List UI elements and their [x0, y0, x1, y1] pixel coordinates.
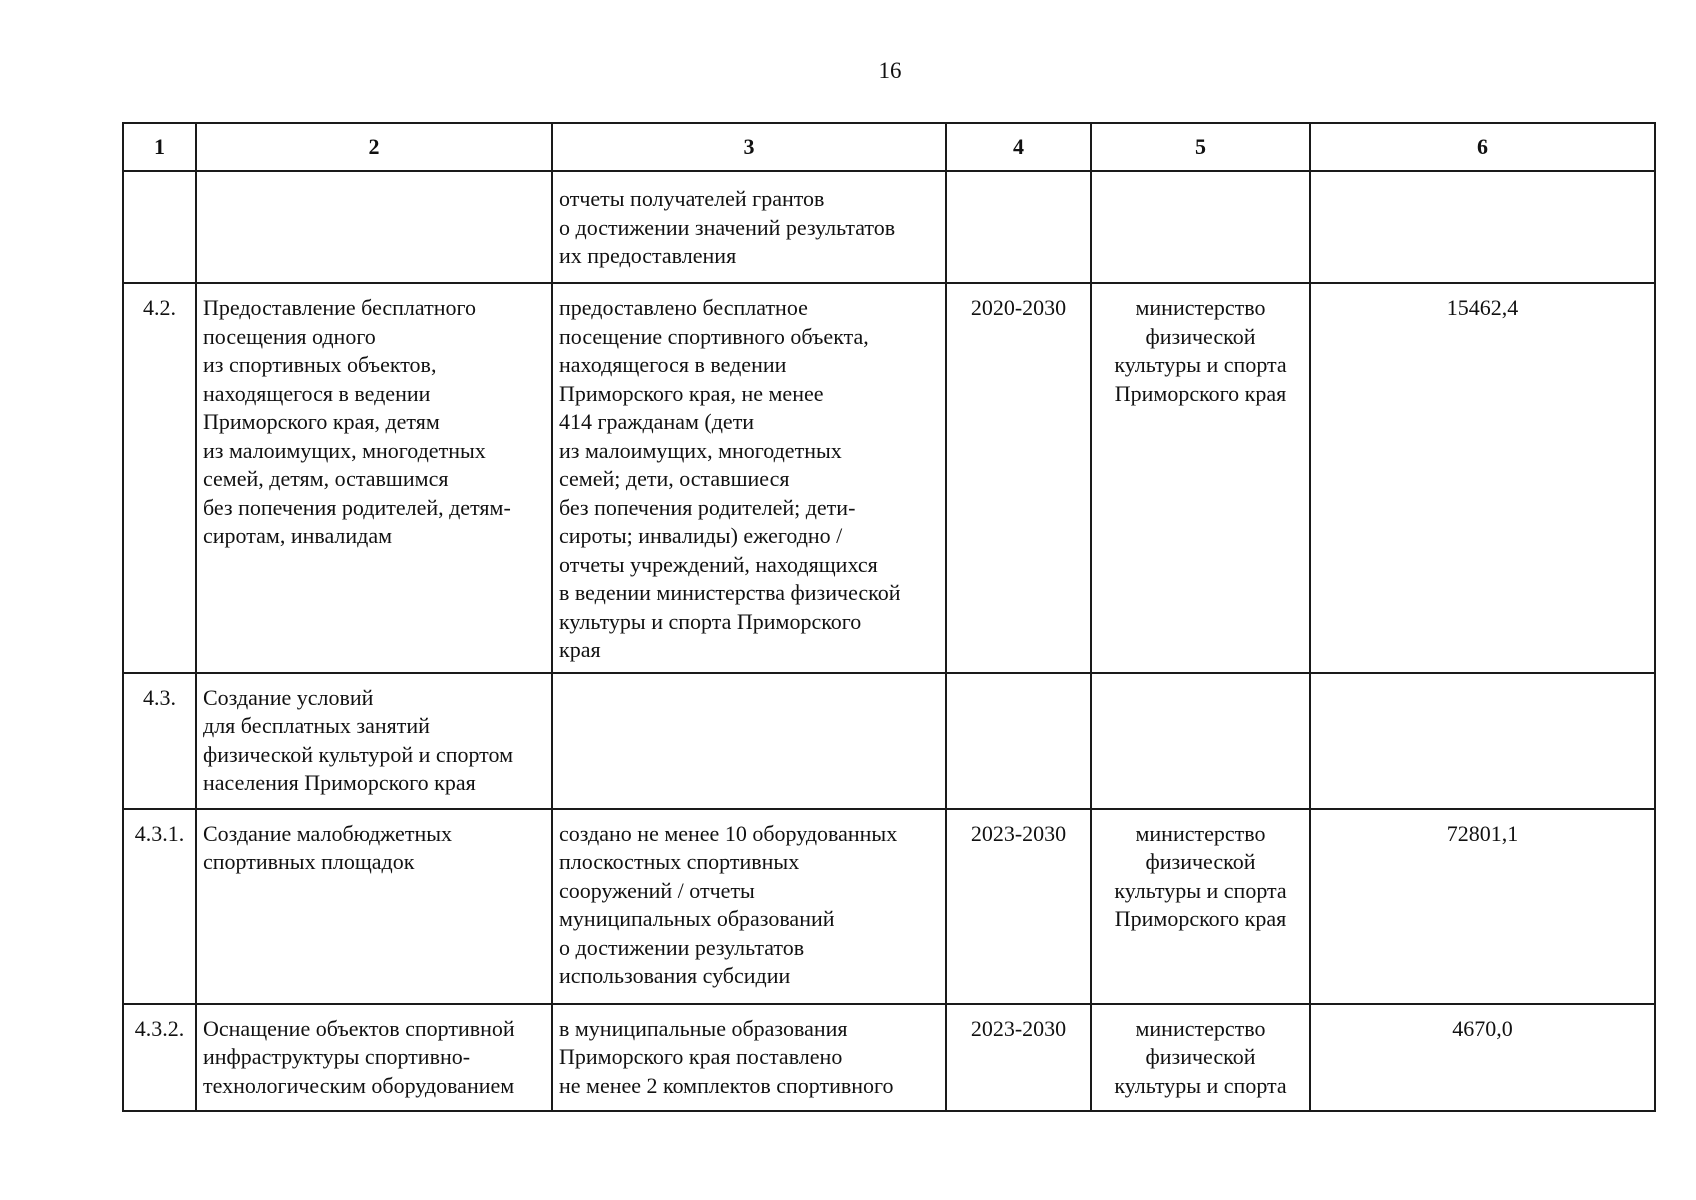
row-number [123, 171, 196, 283]
measure-result [552, 673, 946, 809]
measure-amount: 72801,1 [1310, 809, 1655, 1004]
table-row [123, 673, 1655, 809]
measure-executor: министерство физической культуры и спорта Приморского края [1091, 283, 1310, 673]
column-header-6: 6 [1310, 123, 1655, 171]
column-header-4: 4 [946, 123, 1091, 171]
measure-amount [1310, 171, 1655, 283]
measure-result: предоставлено бесплатное посещение спортивного объекта, находящегося в ведении Приморского края, не менее 414 гражданам (дети из малоимущих, многодетных семей; дети, оставшиеся без попечения родителей; дети- сироты; инвалиды) ежегодно / отчеты учреждений, находящихся в ведении министерства физической культуры и спорта Приморского края [552, 283, 946, 673]
measure-result: отчеты получателей грантов о достижении значений результатов их предоставления [552, 171, 946, 283]
measure-executor [1091, 171, 1310, 283]
table-row [123, 171, 1655, 283]
measure-executor [1091, 673, 1310, 809]
measure-amount: 15462,4 [1310, 283, 1655, 673]
table-row [123, 809, 1655, 1004]
measure-amount: 4670,0 [1310, 1004, 1655, 1111]
column-header-1: 1 [123, 123, 196, 171]
measure-name: Создание условий для бесплатных занятий физической культурой и спортом населения Приморского края [196, 673, 552, 809]
measure-name: Предоставление бесплатного посещения одного из спортивных объектов, находящегося в ведении Приморского края, детям из малоимущих, многодетных семей, детям, оставшимся без попечения родителей, детям- сиротам, инвалидам [196, 283, 552, 673]
measure-period [946, 673, 1091, 809]
measure-amount [1310, 673, 1655, 809]
program-measures-table [122, 122, 1656, 1112]
table-header-row [123, 123, 1655, 171]
measure-name: Оснащение объектов спортивной инфраструктуры спортивно- технологическим оборудованием [196, 1004, 552, 1111]
measure-result: в муниципальные образования Приморского края поставлено не менее 2 комплектов спортивного [552, 1004, 946, 1111]
measure-name [196, 171, 552, 283]
row-number: 4.3.2. [123, 1004, 196, 1111]
measure-executor: министерство физической культуры и спорта [1091, 1004, 1310, 1111]
row-number: 4.3.1. [123, 809, 196, 1004]
measure-period: 2023-2030 [946, 809, 1091, 1004]
page-number: 16 [878, 58, 902, 83]
measure-result: создано не менее 10 оборудованных плоскостных спортивных сооружений / отчеты муниципальных образований о достижении результатов использования субсидии [552, 809, 946, 1004]
measure-period: 2023-2030 [946, 1004, 1091, 1111]
column-header-2: 2 [196, 123, 552, 171]
table-row [123, 283, 1655, 673]
row-number: 4.2. [123, 283, 196, 673]
column-header-3: 3 [552, 123, 946, 171]
row-number: 4.3. [123, 673, 196, 809]
measure-period [946, 171, 1091, 283]
table-row [123, 1004, 1655, 1111]
measure-period: 2020-2030 [946, 283, 1091, 673]
measure-executor: министерство физической культуры и спорта Приморского края [1091, 809, 1310, 1004]
column-header-5: 5 [1091, 123, 1310, 171]
measure-name: Создание малобюджетных спортивных площадок [196, 809, 552, 1004]
